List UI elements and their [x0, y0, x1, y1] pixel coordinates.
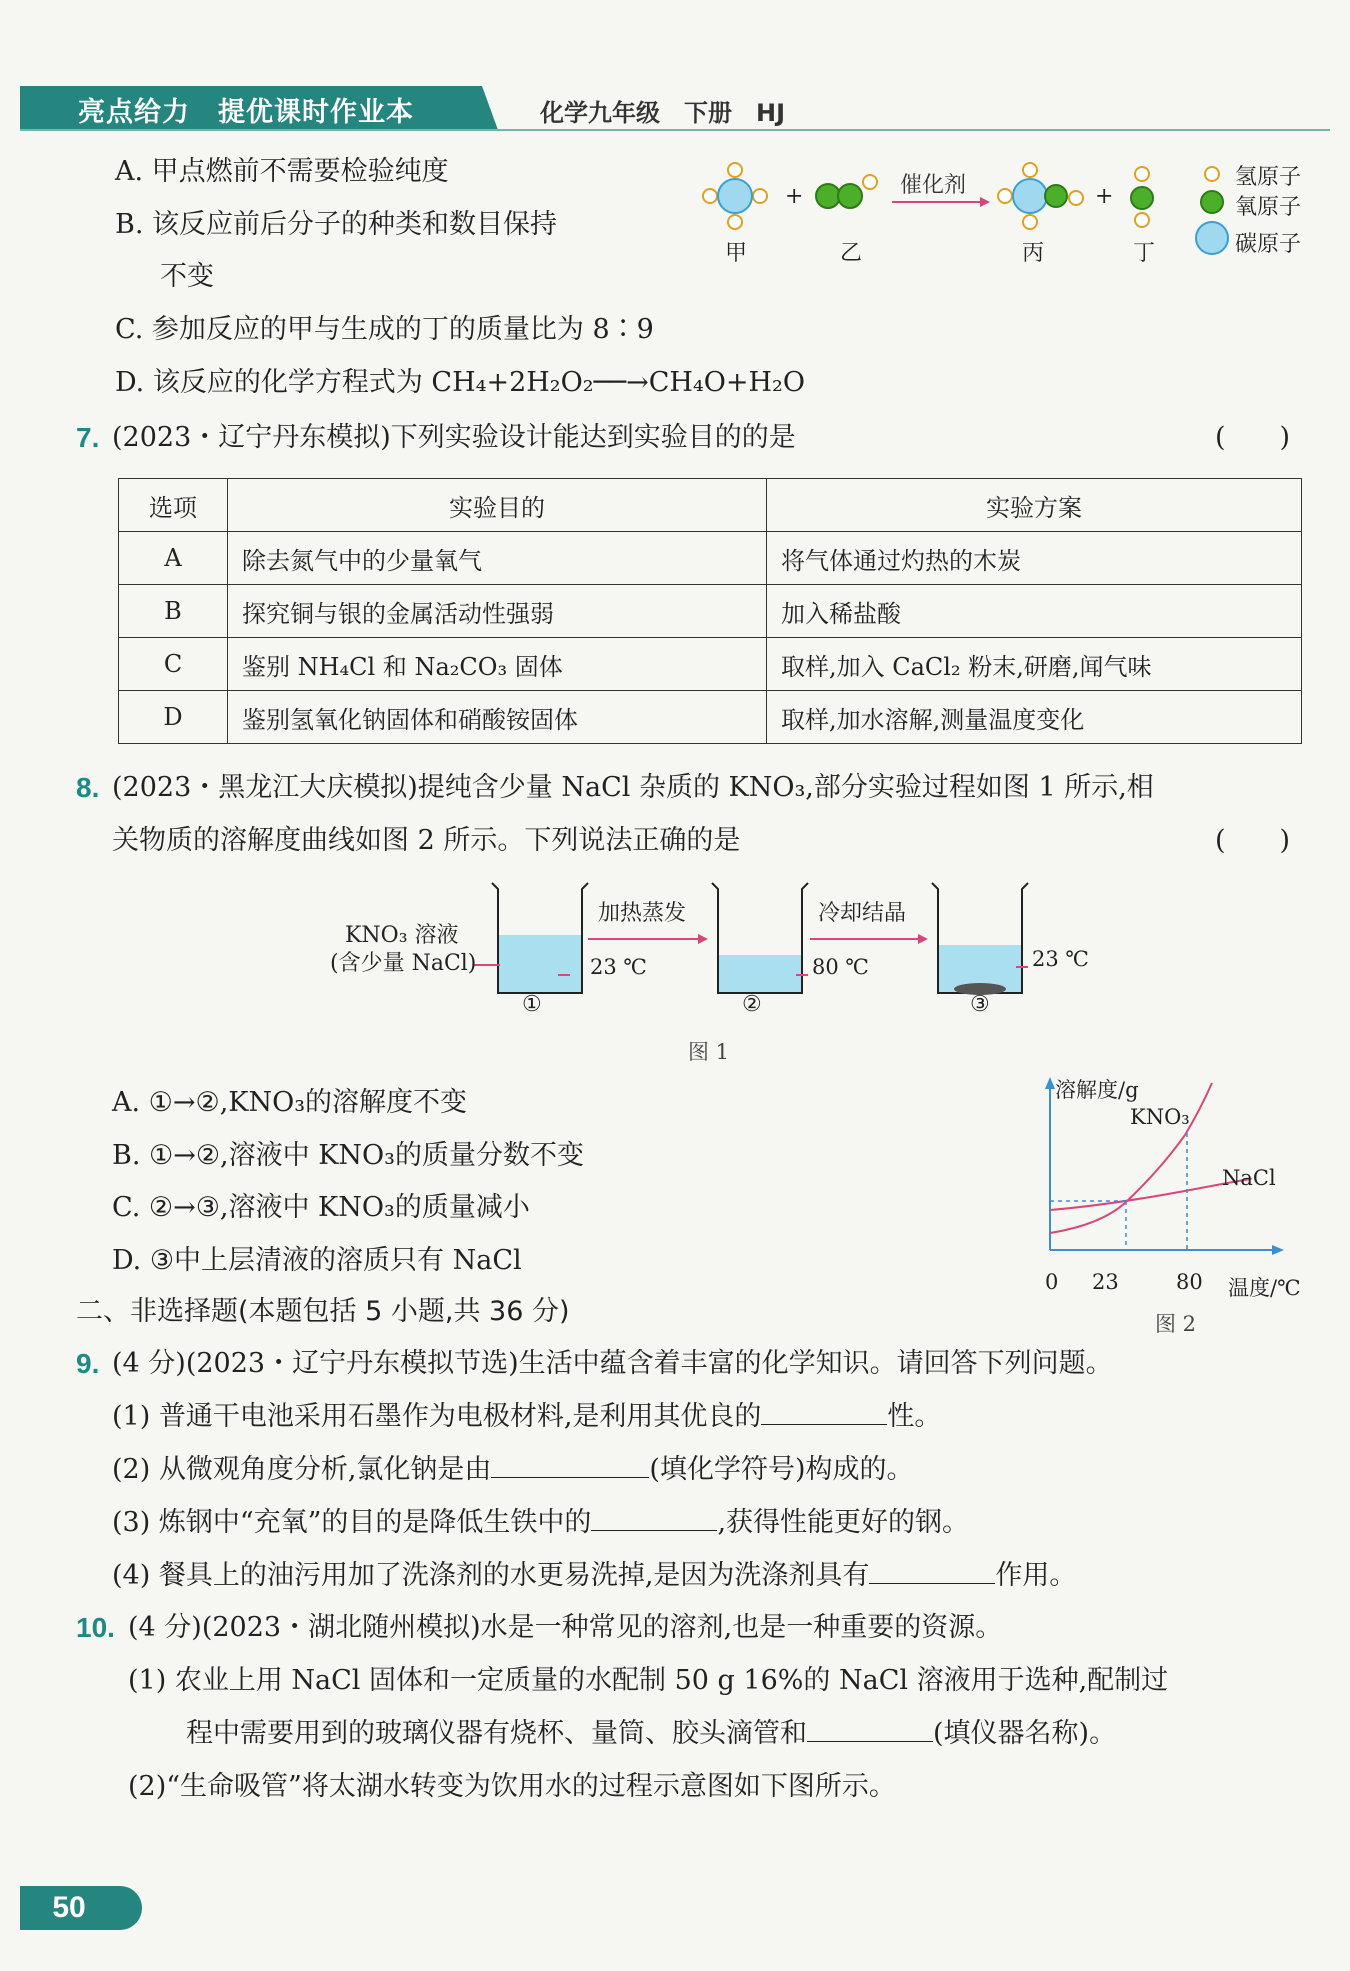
- q8-option-b: B. ①→②,溶液中 KNO₃的质量分数不变: [112, 1140, 584, 1171]
- fig1-solution-note: (含少量 NaCl): [330, 951, 477, 976]
- q9-part2: (2) 从微观角度分析,氯化钠是由 (填化学符号)构成的。: [112, 1454, 914, 1485]
- molecule-bing: [998, 163, 1083, 229]
- legend-icons: [1196, 167, 1228, 254]
- header-subject: 化学九年级 下册 HJ: [540, 99, 786, 127]
- q8-stem-line2: 关物质的溶解度曲线如图 2 所示。下列说法正确的是: [112, 825, 741, 856]
- fig1-solution-label: KNO₃ 溶液: [345, 923, 459, 948]
- fig2-x-label: 温度/℃: [1228, 1276, 1301, 1300]
- q6-option-c: C. 参加反应的甲与生成的丁的质量比为 8∶9: [115, 314, 654, 345]
- header-title: 亮点给力 提优课时作业本: [78, 97, 414, 128]
- reaction-diagram: [690, 158, 1330, 268]
- svg-text:+: +: [785, 184, 804, 209]
- molecule-jia: [703, 163, 767, 229]
- fig2-y-label: 溶解度/g: [1055, 1078, 1139, 1102]
- q9-part1: (1) 普通干电池采用石墨作为电极材料,是利用其优良的 性。: [112, 1401, 942, 1432]
- label-ding: 丁: [1133, 241, 1156, 266]
- q9-stem: (4 分)(2023・辽宁丹东模拟节选)生活中蕴含着丰富的化学知识。请回答下列问题。: [112, 1348, 1113, 1379]
- table-cell: 除去氮气中的少量氧气: [228, 532, 767, 585]
- q9-number: 9.: [76, 1348, 100, 1379]
- fig2-caption: 图 2: [1155, 1312, 1197, 1336]
- label-jia: 甲: [725, 241, 748, 266]
- q6-option-d: D. 该反应的化学方程式为 CH₄+2H₂O₂──→CH₄O+H₂O: [115, 367, 806, 398]
- figure1-beakers: [470, 875, 1090, 1010]
- molecule-yi: [816, 175, 877, 208]
- fig1-num-1: ①: [522, 992, 542, 1017]
- q8-stem-line1: (2023・黑龙江大庆模拟)提纯含少量 NaCl 杂质的 KNO₃,部分实验过程如图 1 所示,相: [112, 772, 1154, 803]
- fig2-tick: 23: [1092, 1270, 1119, 1294]
- beaker-3: [932, 883, 1028, 995]
- table-cell: 鉴别氢氧化钠固体和硝酸铵固体: [228, 691, 767, 744]
- table-row: [119, 532, 1302, 585]
- q7-answer-paren: ( ): [1215, 422, 1291, 453]
- q10-number: 10.: [76, 1612, 115, 1643]
- q8-answer-paren: ( ): [1215, 825, 1291, 856]
- fig1-num-3: ③: [970, 992, 990, 1017]
- label-bing: 丙: [1022, 241, 1045, 266]
- page-number: 50: [20, 1886, 142, 1930]
- molecule-ding: [1131, 167, 1153, 227]
- q8-option-d: D. ③中上层清液的溶质只有 NaCl: [112, 1245, 522, 1276]
- fig1-step-crystallize: 冷却结晶: [818, 901, 907, 926]
- catalyst-label: 催化剂: [900, 173, 967, 198]
- table-cell: B: [119, 585, 228, 638]
- table-cell: 将气体通过灼热的木炭: [767, 532, 1302, 585]
- fig1-step-evaporate: 加热蒸发: [598, 901, 687, 926]
- legend-carbon: 碳原子: [1235, 232, 1302, 257]
- q8-option-c: C. ②→③,溶液中 KNO₃的质量减小: [112, 1192, 530, 1223]
- fig1-temp-1: 23 ℃: [590, 955, 647, 979]
- table-header: 选项: [119, 479, 228, 532]
- svg-text:+: +: [1095, 184, 1114, 209]
- q8-option-a: A. ①→②,KNO₃的溶解度不变: [112, 1087, 468, 1118]
- q6-option-a: A. 甲点燃前不需要检验纯度: [115, 156, 449, 187]
- label-yi: 乙: [840, 241, 863, 266]
- table-cell: C: [119, 638, 228, 691]
- legend-oxygen: 氧原子: [1235, 195, 1302, 220]
- fig2-series-nacl: NaCl: [1222, 1166, 1276, 1190]
- table-cell: 加入稀盐酸: [767, 585, 1302, 638]
- q6-option-b-cont: 不变: [160, 261, 214, 292]
- section-heading: 二、非选择题(本题包括 5 小题,共 36 分): [76, 1296, 570, 1327]
- table-row: [119, 585, 1302, 638]
- q9-part3: (3) 炼钢中“充氧”的目的是降低生铁中的 ,获得性能更好的钢。: [112, 1507, 970, 1538]
- table-cell: D: [119, 691, 228, 744]
- q7-number: 7.: [76, 422, 100, 453]
- beaker-2: [712, 883, 808, 993]
- nacl-curve: [1050, 1179, 1251, 1210]
- q7-stem: (2023・辽宁丹东模拟)下列实验设计能达到实验目的的是: [112, 422, 796, 453]
- table-cell: 探究铜与银的金属活动性强弱: [228, 585, 767, 638]
- table-row: [119, 638, 1302, 691]
- header-divider: [20, 129, 1330, 131]
- fig1-temp-2: 80 ℃: [812, 955, 869, 979]
- fig2-series-kno3: KNO₃: [1130, 1105, 1190, 1129]
- legend-hydrogen: 氢原子: [1235, 165, 1302, 190]
- q10-part2: (2)“生命吸管”将太湖水转变为饮用水的过程示意图如下图所示。: [128, 1771, 896, 1802]
- fig1-temp-3: 23 ℃: [1032, 947, 1089, 971]
- table-cell: 取样,加入 CaCl₂ 粉末,研磨,闻气味: [767, 638, 1302, 691]
- fig2-tick: 0: [1045, 1270, 1059, 1294]
- q10-part1-line2: 程中需要用到的玻璃仪器有烧杯、量筒、胶头滴管和 (填仪器名称)。: [186, 1718, 1117, 1749]
- table-header: 实验目的: [228, 479, 767, 532]
- q10-stem: (4 分)(2023・湖北随州模拟)水是一种常见的溶剂,也是一种重要的资源。: [128, 1612, 1003, 1643]
- fig2-tick: 80: [1176, 1270, 1203, 1294]
- q7-table: [118, 478, 1302, 744]
- beaker-1: [474, 883, 588, 993]
- fig1-caption: 图 1: [688, 1040, 730, 1064]
- table-cell: 鉴别 NH₄Cl 和 Na₂CO₃ 固体: [228, 638, 767, 691]
- table-header-row: [119, 479, 1302, 532]
- table-header: 实验方案: [767, 479, 1302, 532]
- table-cell: A: [119, 532, 228, 585]
- fig1-num-2: ②: [742, 992, 762, 1017]
- q8-number: 8.: [76, 772, 100, 803]
- table-cell: 取样,加水溶解,测量温度变化: [767, 691, 1302, 744]
- table-row: [119, 691, 1302, 744]
- q9-part4: (4) 餐具上的油污用加了洗涤剂的水更易洗掉,是因为洗涤剂具有 作用。: [112, 1560, 1077, 1591]
- q6-option-b: B. 该反应前后分子的种类和数目保持: [115, 209, 558, 240]
- q10-part1-line1: (1) 农业上用 NaCl 固体和一定质量的水配制 50 g 16%的 NaCl 溶液用于选种,配制过: [128, 1665, 1169, 1696]
